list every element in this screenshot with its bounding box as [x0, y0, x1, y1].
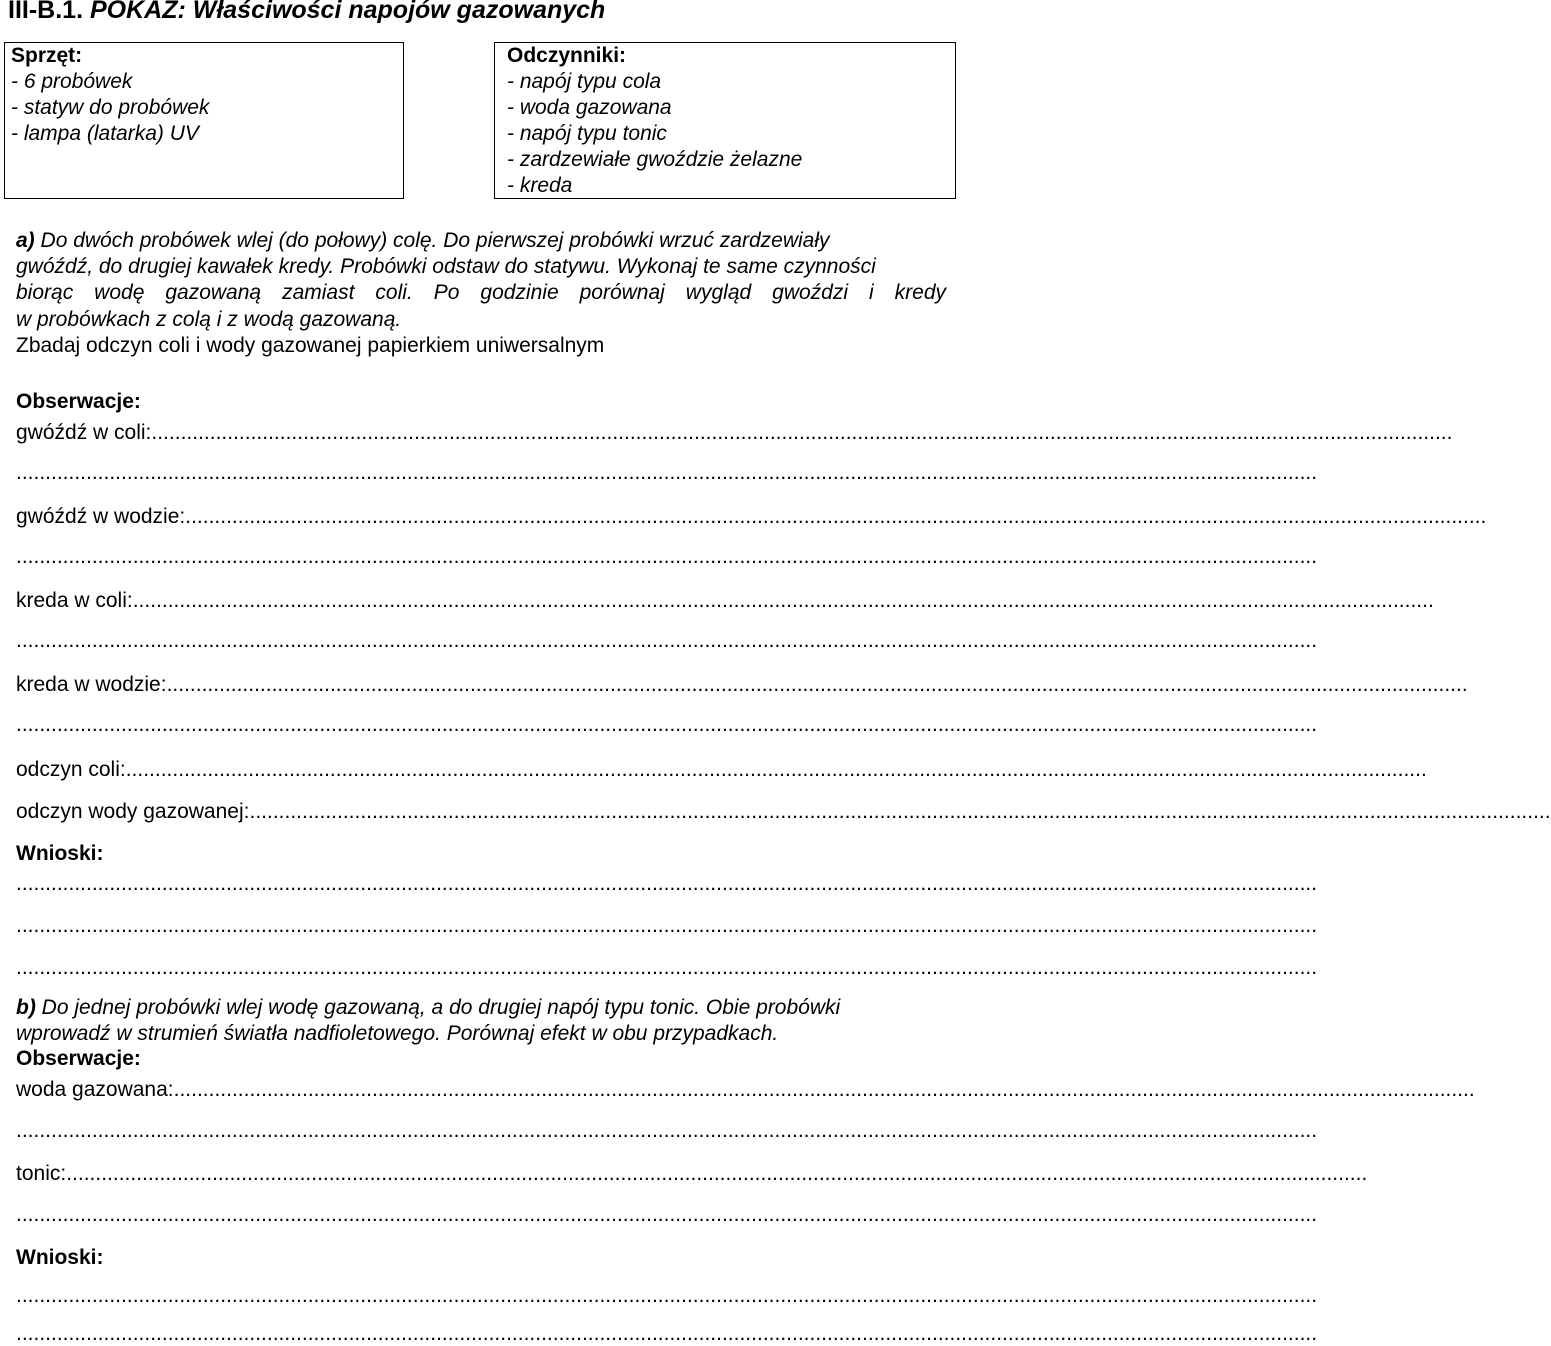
part-a-line: Do dwóch probówek wlej (do połowy) colę. Do pierwszej probówki wrzuć zardzewiały [34, 229, 830, 252]
part-b-observations-heading: Obserwacje: [16, 1047, 141, 1070]
answer-line: ............................................................................................................................................................................................................................... [16, 1203, 1318, 1226]
reagent-item: - napój typu tonic [507, 122, 667, 145]
answer-line: ............................................................................................................................................................................................................................... [16, 914, 1318, 937]
part-b-label: b) [16, 996, 36, 1019]
equipment-item: - statyw do probówek [11, 96, 210, 119]
answer-line: ............................................................................................................................................................................................................................... [16, 956, 1318, 979]
part-a-observations-heading: Obserwacje: [16, 390, 141, 413]
reagent-item: - napój typu cola [507, 70, 662, 93]
part-a-line: w probówkach z colą i z wodą gazowaną. [16, 307, 402, 331]
answer-line: ............................................................................................................................................................................................................................... [16, 1322, 1318, 1345]
observation-field: gwóźdź w wodzie:............................................................................................................................................................................................................................... [16, 505, 1487, 528]
part-a-line: biorąc wodę gazowaną zamiast coli. Po godzinie porównaj wygląd gwoździ i kredy [16, 281, 946, 305]
part-a-line: gwóźdź, do drugiej kawałek kredy. Probówki odstaw do statywu. Wykonaj te same czynności [16, 255, 876, 279]
reagents-heading: Odczynniki: [507, 44, 627, 67]
part-a-conclusions-heading: Wnioski: [16, 842, 104, 865]
part-b-line: Do jednej probówki wlej wodę gazowaną, a do drugiej napój typu tonic. Obie probówki [35, 996, 841, 1019]
part-b-instructions [16, 995, 946, 1047]
reagent-item: - zardzewiałe gwoździe żelazne [507, 148, 803, 171]
observation-field: kreda w wodzie:............................................................................................................................................................................................................................... [16, 673, 1468, 696]
reagent-item: - woda gazowana [507, 96, 672, 119]
observation-field: woda gazowana:............................................................................................................................................................................................................................... [16, 1078, 1475, 1101]
reagents-box [494, 42, 956, 199]
equipment-item: - lampa (latarka) UV [11, 122, 199, 145]
answer-line: ............................................................................................................................................................................................................................... [16, 1119, 1318, 1142]
equipment-item: - 6 probówek [11, 70, 133, 93]
answer-line: ............................................................................................................................................................................................................................... [16, 1284, 1318, 1307]
part-a-instructions [16, 228, 946, 359]
equipment-heading: Sprzęt: [11, 44, 83, 67]
observation-field: tonic:............................................................................................................................................................................................................................... [16, 1162, 1368, 1185]
title-code: III-B.1. [8, 0, 84, 24]
page-title [8, 0, 605, 25]
part-b-conclusions-heading: Wnioski: [16, 1246, 104, 1269]
equipment-box [4, 42, 404, 199]
answer-line: ............................................................................................................................................................................................................................... [16, 713, 1318, 736]
answer-line: ............................................................................................................................................................................................................................... [16, 461, 1318, 484]
answer-line: ............................................................................................................................................................................................................................... [16, 545, 1318, 568]
observation-field: odczyn coli:............................................................................................................................................................................................................................... [16, 758, 1427, 781]
answer-line: ............................................................................................................................................................................................................................... [16, 629, 1318, 652]
observation-field: odczyn wody gazowanej:............................................................................................................................................................................................................................... [16, 800, 1551, 823]
observation-field: gwóźdź w coli:............................................................................................................................................................................................................................... [16, 421, 1453, 444]
observation-field: kreda w coli:............................................................................................................................................................................................................................... [16, 589, 1434, 612]
reagent-item: - kreda [507, 174, 573, 197]
part-a-line: Zbadaj odczyn coli i wody gazowanej papierkiem uniwersalnym [16, 333, 605, 357]
part-a-label: a) [16, 229, 35, 252]
part-b-line: wprowadź w strumień światła nadfioletowego. Porównaj efekt w obu przypadkach. [16, 1022, 779, 1046]
title-text: POKAZ: Właściwości napojów gazowanych [89, 0, 606, 24]
answer-line: ............................................................................................................................................................................................................................... [16, 872, 1318, 895]
